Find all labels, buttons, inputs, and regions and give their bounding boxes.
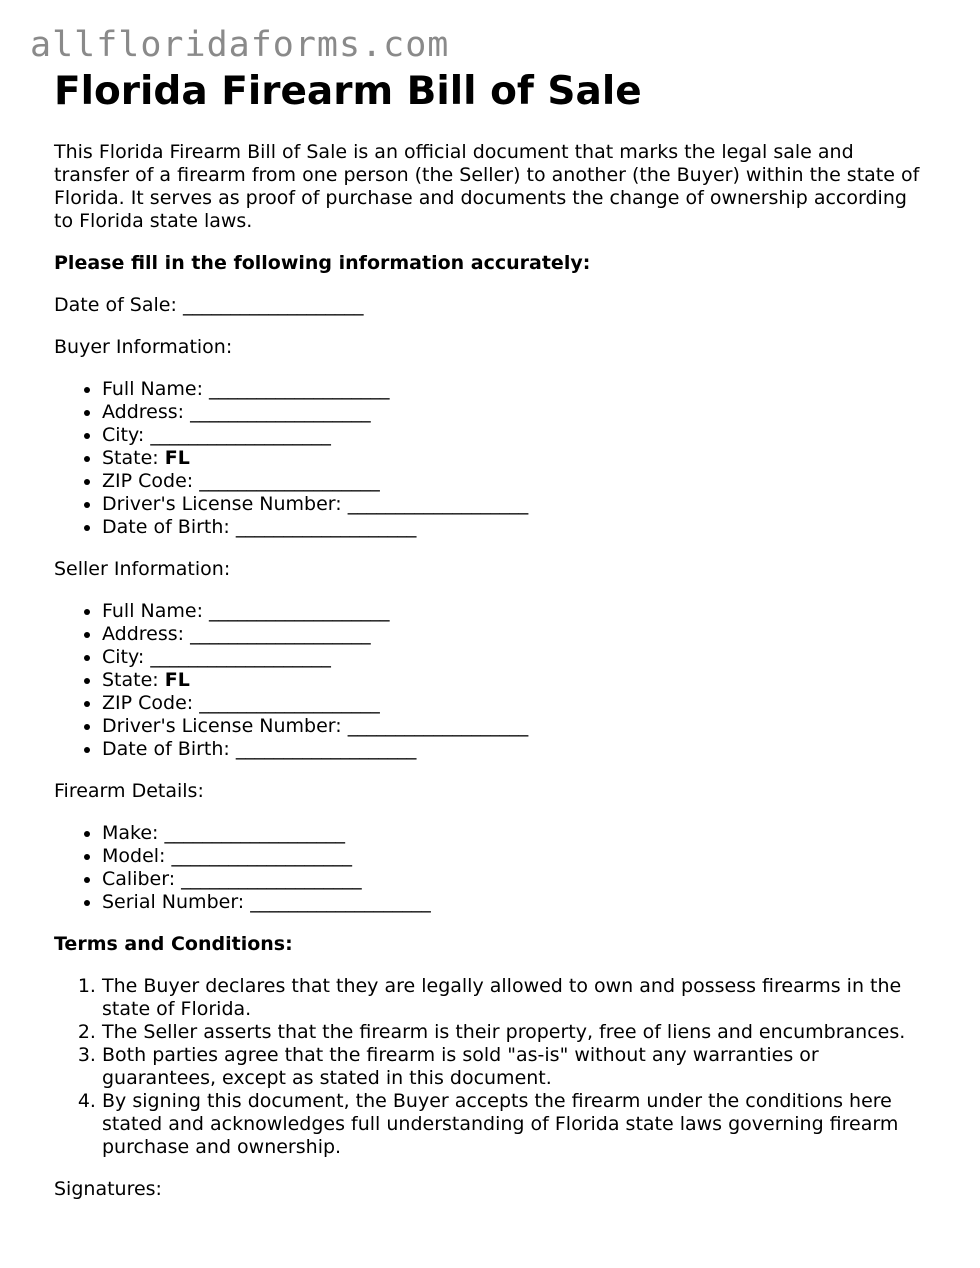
seller-city-field[interactable]: ___________________	[150, 646, 331, 668]
firearm-make-label: Make:	[102, 822, 159, 844]
list-item	[102, 822, 924, 845]
list-item	[102, 715, 924, 738]
list-item	[102, 401, 924, 424]
seller-city-label: City:	[102, 646, 145, 668]
firearm-details-list	[54, 822, 924, 914]
terms-item: 2. The Seller asserts that the firearm is their property, free of liens and encumbrances.	[102, 1021, 924, 1044]
seller-license-field[interactable]: ___________________	[347, 715, 529, 737]
terms-item: 4. By signing this document, the Buyer accepts the firearm under the conditions here stated and acknowledges full understanding of Florida state laws governing firearm purchase and ownership.	[102, 1090, 924, 1159]
firearm-model-label: Model:	[102, 845, 166, 867]
seller-dob-field[interactable]: ___________________	[235, 738, 417, 760]
buyer-city-field[interactable]: ___________________	[150, 424, 331, 446]
seller-info-list	[54, 600, 924, 761]
list-item	[102, 623, 924, 646]
instruction-text: Please fill in the following information accurately:	[54, 252, 591, 274]
list-item	[102, 738, 924, 761]
document-body	[54, 68, 924, 1201]
site-watermark: allfloridaforms.com	[30, 25, 450, 65]
buyer-info-list	[54, 378, 924, 539]
seller-full-name-field[interactable]: ___________________	[209, 600, 390, 622]
buyer-dob-label: Date of Birth:	[102, 516, 230, 538]
signatures-heading: Signatures:	[54, 1178, 162, 1200]
seller-section-heading: Seller Information:	[54, 558, 231, 580]
firearm-serial-field[interactable]: ___________________	[250, 891, 431, 913]
seller-dob-label: Date of Birth:	[102, 738, 230, 760]
buyer-dob-field[interactable]: ___________________	[235, 516, 417, 538]
seller-full-name-label: Full Name:	[102, 600, 203, 622]
list-item	[102, 378, 924, 401]
firearm-section-heading: Firearm Details:	[54, 780, 204, 802]
seller-address-field[interactable]: ___________________	[190, 623, 371, 645]
firearm-caliber-field[interactable]: ___________________	[181, 868, 362, 890]
seller-zip-field[interactable]: ___________________	[199, 692, 380, 714]
firearm-model-field[interactable]: ___________________	[171, 845, 352, 867]
date-of-sale-row	[54, 294, 924, 317]
firearm-make-field[interactable]: ___________________	[164, 822, 345, 844]
page-title: Florida Firearm Bill of Sale	[54, 69, 642, 114]
intro-paragraph: This Florida Firearm Bill of Sale is an official document that marks the legal sale and transfer of a firearm from one person (the Seller) to another (the Buyer) within the state of Florida. It serves as proof of purchase and documents the change of ownership according to Florida state laws.	[54, 141, 920, 232]
date-of-sale-field[interactable]: ___________________	[182, 294, 364, 316]
seller-license-label: Driver's License Number:	[102, 715, 342, 737]
buyer-license-label: Driver's License Number:	[102, 493, 342, 515]
terms-list	[54, 975, 924, 1159]
buyer-address-label: Address:	[102, 401, 185, 423]
list-item	[102, 447, 924, 470]
buyer-zip-label: ZIP Code:	[102, 470, 194, 492]
buyer-full-name-label: Full Name:	[102, 378, 203, 400]
list-item	[102, 692, 924, 715]
buyer-full-name-field[interactable]: ___________________	[209, 378, 390, 400]
list-item	[102, 845, 924, 868]
buyer-zip-field[interactable]: ___________________	[199, 470, 380, 492]
list-item	[102, 646, 924, 669]
terms-heading: Terms and Conditions:	[54, 933, 293, 955]
seller-state-value: FL	[164, 669, 190, 691]
seller-address-label: Address:	[102, 623, 185, 645]
buyer-city-label: City:	[102, 424, 145, 446]
firearm-caliber-label: Caliber:	[102, 868, 176, 890]
list-item	[102, 891, 924, 914]
buyer-section-heading: Buyer Information:	[54, 336, 233, 358]
list-item	[102, 516, 924, 539]
list-item	[102, 424, 924, 447]
buyer-address-field[interactable]: ___________________	[190, 401, 371, 423]
buyer-license-field[interactable]: ___________________	[347, 493, 529, 515]
buyer-state-label: State:	[102, 447, 159, 469]
list-item	[102, 868, 924, 891]
buyer-state-value: FL	[164, 447, 190, 469]
date-of-sale-label: Date of Sale:	[54, 294, 177, 316]
list-item	[102, 493, 924, 516]
list-item	[102, 600, 924, 623]
terms-item: 1. The Buyer declares that they are legally allowed to own and possess firearms in the state of Florida.	[102, 975, 924, 1021]
seller-zip-label: ZIP Code:	[102, 692, 194, 714]
list-item	[102, 669, 924, 692]
list-item	[102, 470, 924, 493]
seller-state-label: State:	[102, 669, 159, 691]
firearm-serial-label: Serial Number:	[102, 891, 245, 913]
terms-item: 3. Both parties agree that the firearm is sold "as-is" without any warranties or guarantees, except as stated in this document.	[102, 1044, 924, 1090]
